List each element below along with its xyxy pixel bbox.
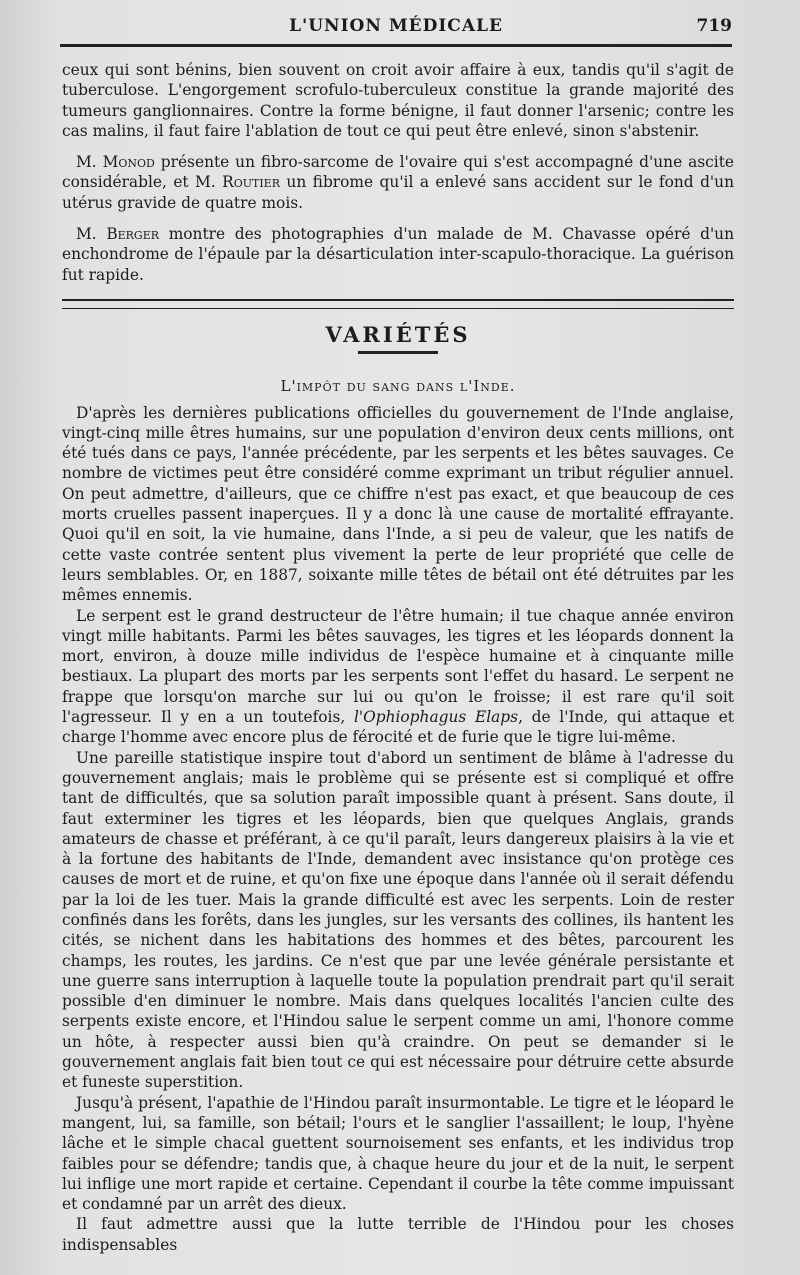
author-monod: Monod: [102, 153, 155, 172]
article-paragraph: Une pareille statistique inspire tout d'abord un sentiment de blâme à l'adresse du gouvernement anglais; mais le problème qui se présente est si compliqué et offre tant de difficultés, que sa solution paraît impossible quant à présent. Sans doute, il faut exterminer les tigres et les léopards, bien que quelques Anglais, grands amateurs de chasse et préférant, à ce qu'il paraît, leurs dangereux plaisirs à la vie et à la fortune des habitants de l'Inde, demandent avec insistance qu'on protège ces causes de mort et de ruine, et qu'on fixe une époque dans l'année où il serait défendu par la loi de les tuer. Mais la grande difficulté est avec les serpents. Loin de rester confinés dans les forêts, dans les jungles, sur les versants des collines, ils hantent les cités, se nichent dans les habitations des hommes et des bêtes, parcourent les champs, les routes, les jardins. Ce n'est que par une levée générale persistante et une guerre sans interruption à laquelle toute la population prendrait part qu'il serait possible d'en diminuer le nombre. Mais dans quelques localités l'ancien culte des serpents existe encore, et l'Hindou salue le serpent comme un ami, l'honore comme un hôte, à respecter aussi bien qu'à craindre. On peut se demander si le gouvernement anglais fait bien tout ce qui est nécessaire pour détruire cette absurde et funeste superstition.: [62, 748, 734, 1092]
article-paragraph: Jusqu'à présent, l'apathie de l'Hindou paraît insurmontable. Le tigre et le léopard le mangent, lui, sa famille, son bétail; l'ours et le sanglier l'assaillent; le loup, l'hyène lâche et le simple chacal guettent sournoisement ses enfants, et les individus trop faibles pour se défendre; tandis que, à chaque heure du jour et de la nuit, le serpent lui inflige une mort rapide et certaine. Cependant il courbe la tête comme impuissant et condamné par un arrêt des dieux.: [62, 1093, 734, 1214]
page-header: [60, 16, 732, 44]
running-head: L'UNION MÉDICALE: [289, 16, 503, 36]
article-body: [62, 403, 734, 1255]
prefix: M.: [76, 153, 103, 172]
paragraph-text: montre des photographies d'un malade de M. Chavasse opéré d'un enchondrome de l'épaule par la désarticulation inter-scapulo-thoracique. La guérison fut rapide.: [62, 225, 734, 284]
paragraph-text: , de l'Inde, qui attaque et charge l'homme avec encore plus de férocité et de furie que le tigre lui-même.: [62, 708, 734, 747]
paragraph-monod: [62, 152, 734, 213]
paragraph-text: Le serpent est le grand destructeur de l'être humain; il tue chaque année environ vingt mille habitants. Parmi les bêtes sauvages, les tigres et les léopards donnent la mort, environ, à douze mille individus de l'espèce humaine et à cinquante mille bestiaux. La plupart des morts par les serpents sont l'effet du hasard. Le serpent ne frappe que lorsqu'on marche sur lui ou qu'on le froisse; il est rare qu'il soit l'agresseur. Il y en a un toutefois,: [62, 606, 734, 727]
paragraph-text: un fibrome qu'il a enlevé sans accident sur le fond d'un utérus gravide de quatre mois.: [62, 173, 734, 212]
body-text: [62, 60, 734, 1255]
section-title: VARIÉTÉS: [325, 321, 471, 347]
paragraph-tuberculose: ceux qui sont bénins, bien souvent on croit avoir affaire à eux, tandis qu'il s'agit de tuberculose. L'engorgement scrofulo-tuberculeux constitue la grande majorité des tumeurs ganglionnaires. Contre la forme bénigne, il faut donner l'arsenic; contre les cas malins, il faut faire l'ablation de tout ce qui peut être enlevé, sinon s'abstenir.: [62, 61, 734, 140]
article-paragraph: Il faut admettre aussi que la lutte terrible de l'Hindou pour les choses indispensables: [62, 1215, 734, 1254]
header-rule: [60, 44, 732, 47]
page-number: 719: [696, 16, 732, 36]
species-name: l'Ophiophagus Elaps: [353, 708, 519, 727]
author-routier: Routier: [222, 173, 280, 192]
section-title-rule: [358, 351, 438, 354]
prefix: M.: [76, 225, 107, 244]
section-divider: [62, 299, 734, 309]
author-berger: Berger: [106, 225, 160, 244]
article-paragraph: D'après les dernières publications officielles du gouvernement de l'Inde anglaise, vingt-cinq mille êtres humains, sur une population d'environ deux cents millions, ont été tués dans ce pays, l'année précédente, par les serpents et les bêtes sauvages. Ce nombre de victimes peut être considéré comme exprimant un tribut régulier annuel. On peut admettre, d'ailleurs, que ce chiffre n'est pas exact, et que beaucoup de ces morts cruelles passent inaperçues. Il y a donc là une cause de mortalité effrayante. Quoi qu'il en soit, la vie humaine, dans l'Inde, a si peu de valeur, que les natifs de cette vaste contrée sentent plus vivement la perte de leur propriété que celle de leurs semblables. Or, en 1887, soixante mille têtes de bétail ont été détruites par les mêmes ennemis.: [62, 403, 734, 605]
paragraph-berger: [62, 224, 734, 285]
article-paragraph: [62, 606, 734, 748]
article-title: L'impôt du sang dans l'Inde.: [280, 377, 516, 396]
paragraph-text: présente un fibro-sarcome de l'ovaire qui s'est accompagné d'une ascite considérable, et M.: [62, 153, 735, 192]
